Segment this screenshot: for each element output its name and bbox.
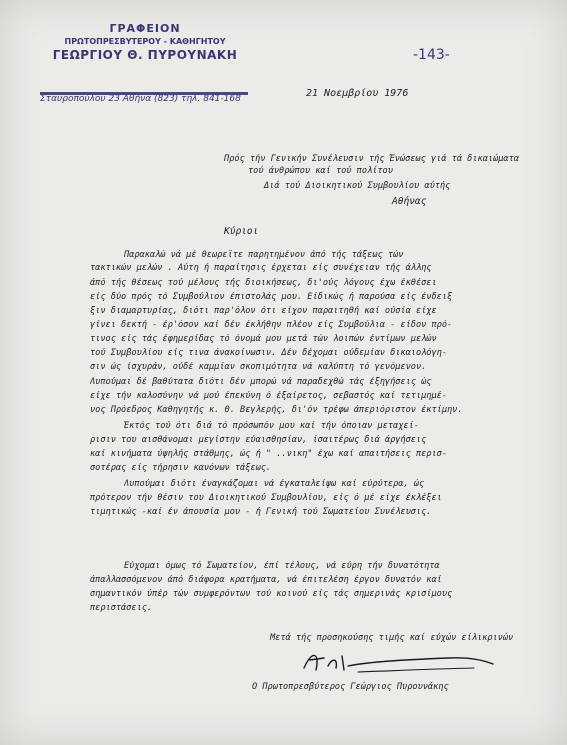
body-line: άπαλλασσόμενον άπό διάφορα κρατήματα, νά έπιτελέση έργον δυνατόν καί xyxy=(90,575,442,585)
letterhead-office: ΓΡΑΦΕΙΟΝ xyxy=(109,22,181,35)
recipient-line: τού άνθρώπου καί τού πολίτου xyxy=(248,166,393,176)
letterhead-name: ΓΕΩΡΓΙΟΥ Θ. ΠΥΡΟΥΝΑΚΗ xyxy=(52,48,238,62)
body-line: καί κινήματα ύψηλής στάθμης, ώς ή " ..νικη" έχω καί απαιτήσεις περισ- xyxy=(90,449,447,459)
body-line: Εύχομαι όμως τό Σωματείον, έπί τέλους, νά εύρη τήν δυνατότητα xyxy=(124,561,440,571)
recipient-line: Διά τού Διοικητικού Συμβουλίου αύτής xyxy=(264,181,451,191)
body-line: σιν ώς ίσχυράν, ούδέ καμμίαν σκοπιμότητα νά καλύπτη τό γενόμενον. xyxy=(90,362,427,372)
body-line: πρότερον τήν θέσιν του Διοικητικού Συμβουλίου, είς ό μέ είχε έκλέξει xyxy=(90,493,442,503)
body-line: είχε τήν καλοσύνην νά μού έπεκύνη ό έξαίρετος, σεβαστός καί τετιμημέ- xyxy=(90,391,447,401)
body-line: νος Πρόεδρος Καθηγητής κ. Θ. Βεγλερής, δι'όν τρέφω άπεριόριστον έκτίμην. xyxy=(90,405,463,415)
salutation: Κύριοι xyxy=(224,226,259,237)
recipient-line: Πρός τήν Γενικήν Συνέλευσιν τής Ένώσεως γιά τά δικαιώματα xyxy=(224,154,519,164)
body-line: τακτικών μελών . Αύτη ή παραίτησις έρχεται είς συνέχειαν τής άλλης xyxy=(90,263,432,273)
body-line: είς δύο πρός τό Συμβούλιον έπιστολάς μου. Είδικώς ή παρούσα είς ένδειξ xyxy=(90,292,453,302)
body-line: σοτέρας είς τήρησιν κανόνων τάξεως. xyxy=(90,463,272,473)
closing-line: Μετά τής προσηκούσης τιμής καί εύχών είλικρινών xyxy=(270,633,514,643)
signature-name: Ο Πρωτοπρεσβύτερος Γεώργιος Πυρουνάκης xyxy=(252,682,449,692)
page-number: -143- xyxy=(413,47,450,63)
body-line: περιστάσεις. xyxy=(90,603,153,613)
body-line: Έκτός τού ότι διά τό πρόσωπόν μου καί τήν όποιαν μεταχεί- xyxy=(124,421,419,431)
handwritten-signature xyxy=(298,644,498,680)
letterhead-address: Σταυροπούλου 23 Αθήνα (823) τηλ. 841-168 xyxy=(40,94,241,104)
body-line: Λυπούμαι δέ βαθύτατα διότι δέν μπορώ νά παραδεχθώ τάς έξηγήσεις ώς xyxy=(90,377,432,387)
body-line: Παρακαλώ νά μέ θεωρεΐτε παρητημένον άπό τής τάξεως τών xyxy=(124,250,404,260)
letter-date: 21 Νοεμβρίου 1976 xyxy=(306,88,409,99)
body-line: σημαντικόν ύπέρ τών συμφερόντων τού κοινού είς τάς σημερινάς κρισίμους xyxy=(90,589,453,599)
body-line: Λυπούμαι διότι έναγκάζομαι νά έγκαταλείψω καί εύρύτερα, ώς xyxy=(124,479,425,489)
body-line: γίνει δεκτή - έρ'όσον καί δέν έκλήθην πλέον είς Συμβούλια - είδον πρό- xyxy=(90,320,453,330)
letterhead-title: ΠΡΩΤΟΠΡΕΣΒΥΤΕΡΟΥ - ΚΑΘΗΓΗΤΟΥ xyxy=(64,37,226,46)
body-line: τού Συμβουλίου είς τινα άνακοίνωσιν. Δέν δέχομαι ούδεμίαν δικαιολόγη- xyxy=(90,348,447,358)
letterhead xyxy=(40,22,250,62)
body-line: ρισιν του αισθάνομαι μεγίστην εύαισθησίαν, ίσαιτέρως διά άργήσεις xyxy=(90,435,427,445)
body-line: τιμητικώς -καί έν άπουσία μου - ή Γενική τού Σωματείου Συνέλευσις. xyxy=(90,507,432,517)
body-line: τινος είς τάς έφημερίδας τό όνομά μου μετά τών λοιπών έντίμων μελών xyxy=(90,334,437,344)
body-line: άπό τής θέσεως τού μέλους τής διοικήσεως, δι'ούς λόγους έχω έκθέσει xyxy=(90,278,437,288)
body-line: ξιν διαμαρτυρίας, διότι παρ'όλον ότι είχον παραιτηθή καί ούσία είχε xyxy=(90,306,437,316)
recipient-line: Αθήνας xyxy=(392,196,427,207)
